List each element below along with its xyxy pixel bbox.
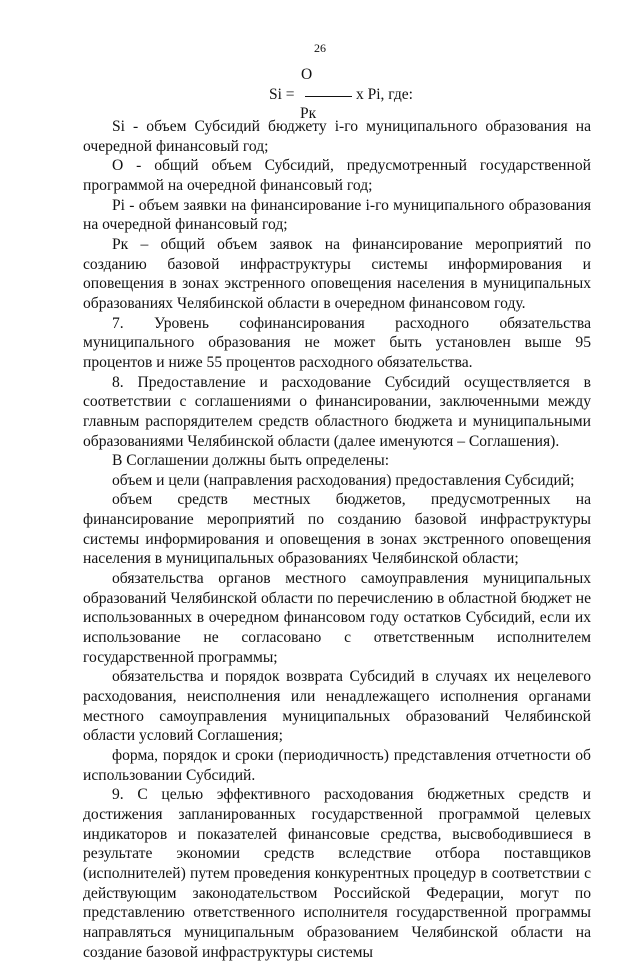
paragraph: обязательства и порядок возврата Субсидий в случаях их нецелевого расходования, неисполнения или ненадлежащего исполнения органами местного самоуправления муниципальных образований Челябинской области условий Соглашения; bbox=[83, 668, 591, 745]
paragraph: 8. Предоставление и расходование Субсидий осуществляется в соответствии с соглашениями о финансировании, заключенными между главным распорядителем средств областного бюджета и муниципальными образованиями Челябинской области (далее именуются – Соглашения). bbox=[83, 373, 591, 450]
formula-lhs: Si = bbox=[269, 86, 295, 103]
paragraph: 9. С целью эффективного расходования бюджетных средств и достижения запланированных государственной программой целевых индикаторов и показателей финансовые средства, высвободившиеся в результате экономии средств вследствие отбора поставщиков (исполнителей) путем проведения конкурентных процедур в соответствии с действующим законодательством Российской Федерации, могут по представлению ответственного исполнителя государственной программы направляться муниципальным образованием Челябинской области на создание базовой инфраструктуры системы bbox=[83, 786, 591, 961]
paragraph: обязательства органов местного самоуправления муниципальных образований Челябинской области по перечислению в областной бюджет не использованных в очередном финансовом году остатков Субсидий, если их использование не согласовано с ответственным исполнителем государственной программы; bbox=[83, 570, 591, 666]
page-number: 26 bbox=[314, 41, 326, 55]
paragraph: объем средств местных бюджетов, предусмотренных на финансирование мероприятий по созданию базовой инфраструктуры системы информирования и оповещения в зонах экстренного оповещения населения в муниципальных образованиях Челябинской области; bbox=[83, 491, 591, 568]
paragraph: Pi - объем заявки на финансирование i-го муниципального образования на очередной финансовый год; bbox=[83, 196, 591, 234]
subsidy-formula bbox=[0, 64, 640, 124]
formula-numerator: O bbox=[301, 66, 313, 83]
paragraph: 7. Уровень софинансирования расходного обязательства муниципального образования не может быть установлен выше 95 процентов и ниже 55 процентов расходного обязательства. bbox=[83, 314, 591, 371]
paragraph: объем и цели (направления расходования) предоставления Субсидий; bbox=[112, 471, 575, 489]
formula-rhs: х Pi, где: bbox=[356, 86, 413, 103]
paragraph: форма, порядок и сроки (периодичность) представления отчетности об использовании Субсидий. bbox=[83, 747, 591, 784]
paragraph: О - общий объем Субсидий, предусмотренный государственной программой на очередной финансовый год; bbox=[83, 157, 591, 194]
formula-denominator: Рк bbox=[300, 105, 317, 122]
fraction-bar bbox=[305, 96, 352, 97]
paragraph: В Соглашении должны быть определены: bbox=[112, 452, 390, 470]
document-body bbox=[83, 117, 591, 962]
paragraph: Рк – общий объем заявок на финансирование мероприятий по созданию базовой инфраструктуры системы информирования и оповещения в зонах экстренного оповещения населения в муниципальных образованиях Челябинской области в очередном финансовом году. bbox=[83, 235, 591, 312]
paragraph: Si - объем Субсидий бюджету i-го муниципального образования на очередной финансовый год; bbox=[83, 118, 591, 155]
